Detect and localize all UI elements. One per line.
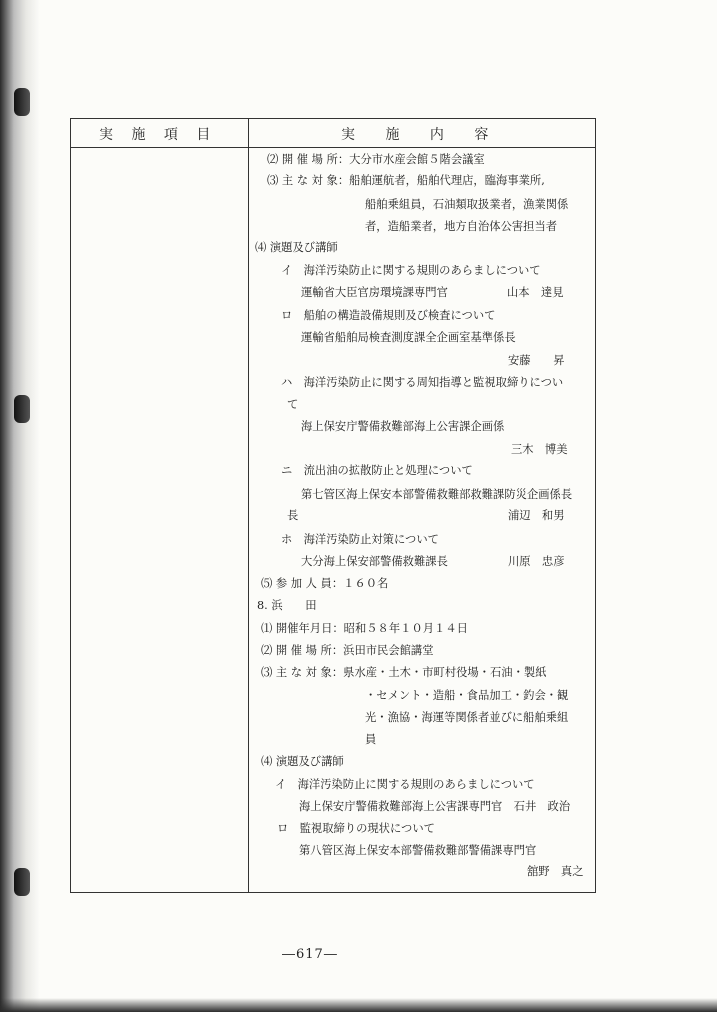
content-line: ⑴ 開催年月日：昭和５８年１０月１４日 [261, 622, 468, 635]
content-line: ロ 監視取締りの現状について [277, 822, 435, 835]
content-line: 第七管区海上保安本部警備救難部救難課防災企画係長 [301, 488, 573, 501]
content-line: 三木 博美 [511, 443, 568, 456]
binding-shadow [0, 0, 40, 1012]
binder-ring [14, 395, 30, 423]
content-line: ⑵ 開 催 場 所：大分市水産会館５階会議室 [267, 153, 485, 166]
content-line: ハ 海洋汚染防止に関する周知指導と監視取締りについ [281, 376, 564, 389]
header-implementation-content: 実 施 内 容 [341, 127, 489, 143]
binder-ring [14, 868, 30, 896]
content-line: 海上保安庁警備救難部海上公害課企画係 [301, 420, 505, 433]
content-line: ロ 船舶の構造設備規則及び検査について [281, 309, 496, 322]
page-number: ―617― [282, 947, 338, 962]
content-line: ホ 海洋汚染防止対策について [281, 533, 439, 546]
content-line: ⑷ 演題及び講師 [261, 755, 344, 768]
implementation-table [70, 118, 596, 893]
content-line: て [287, 398, 299, 411]
content-line: 第八管区海上保安本部警備救難部警備課専門官 [299, 844, 537, 857]
content-line: 山本 達見 [507, 286, 564, 299]
binder-ring [14, 88, 30, 116]
content-line: 浦辺 和男 [508, 509, 565, 522]
content-line: 長 [287, 509, 299, 522]
column-divider [248, 119, 249, 892]
table-header [71, 119, 595, 148]
content-line: ⑶ 主 な 対 象：県水産・土木・市町村役場・石油・製紙 [261, 666, 547, 679]
content-line: 川原 忠彦 [508, 555, 565, 568]
content-line: ⑷ 演題及び講師 [255, 241, 338, 254]
content-line: 運輸省船舶局検査測度課全企画室基準係長 [301, 331, 516, 344]
content-line: 8. 浜 田 [257, 599, 317, 612]
content-line: 大分海上保安部警備救難課長 [301, 555, 448, 568]
content-line: 舘野 真之 [527, 865, 584, 878]
content-line: 安藤 昇 [508, 354, 565, 367]
content-line: ⑸ 参 加 人 員：１６０名 [261, 577, 389, 590]
content-line: ニ 流出油の拡散防止と処理について [281, 464, 473, 477]
content-line: ⑶ 主 な 対 象：船舶運航者，船舶代理店，臨海事業所, [267, 174, 545, 187]
content-line: 員 [365, 733, 377, 746]
content-line: 光・漁協・海運等関係者並びに船舶乗組 [365, 711, 569, 724]
content-line: ・セメント・造船・食品加工・釣会・観 [365, 689, 569, 702]
content-line: 船舶乗組員，石油類取扱業者，漁業関係 [365, 198, 569, 211]
content-line: 運輸省大臣官房環境課専門官 [301, 286, 448, 299]
content-line: イ 海洋汚染防止に関する規則のあらましについて [275, 778, 535, 791]
content-line: ⑵ 開 催 場 所：浜田市民会館講堂 [261, 644, 434, 657]
content-line: 者，造船業者，地方自治体公害担当者 [365, 220, 558, 233]
content-line: 海上保安庁警備救難部海上公害課専門官 石井 政治 [299, 800, 571, 813]
page-edge-shadow [0, 998, 717, 1012]
content-line: イ 海洋汚染防止に関する規則のあらましについて [281, 264, 541, 277]
header-implementation-item: 実 施 項 目 [99, 127, 211, 143]
